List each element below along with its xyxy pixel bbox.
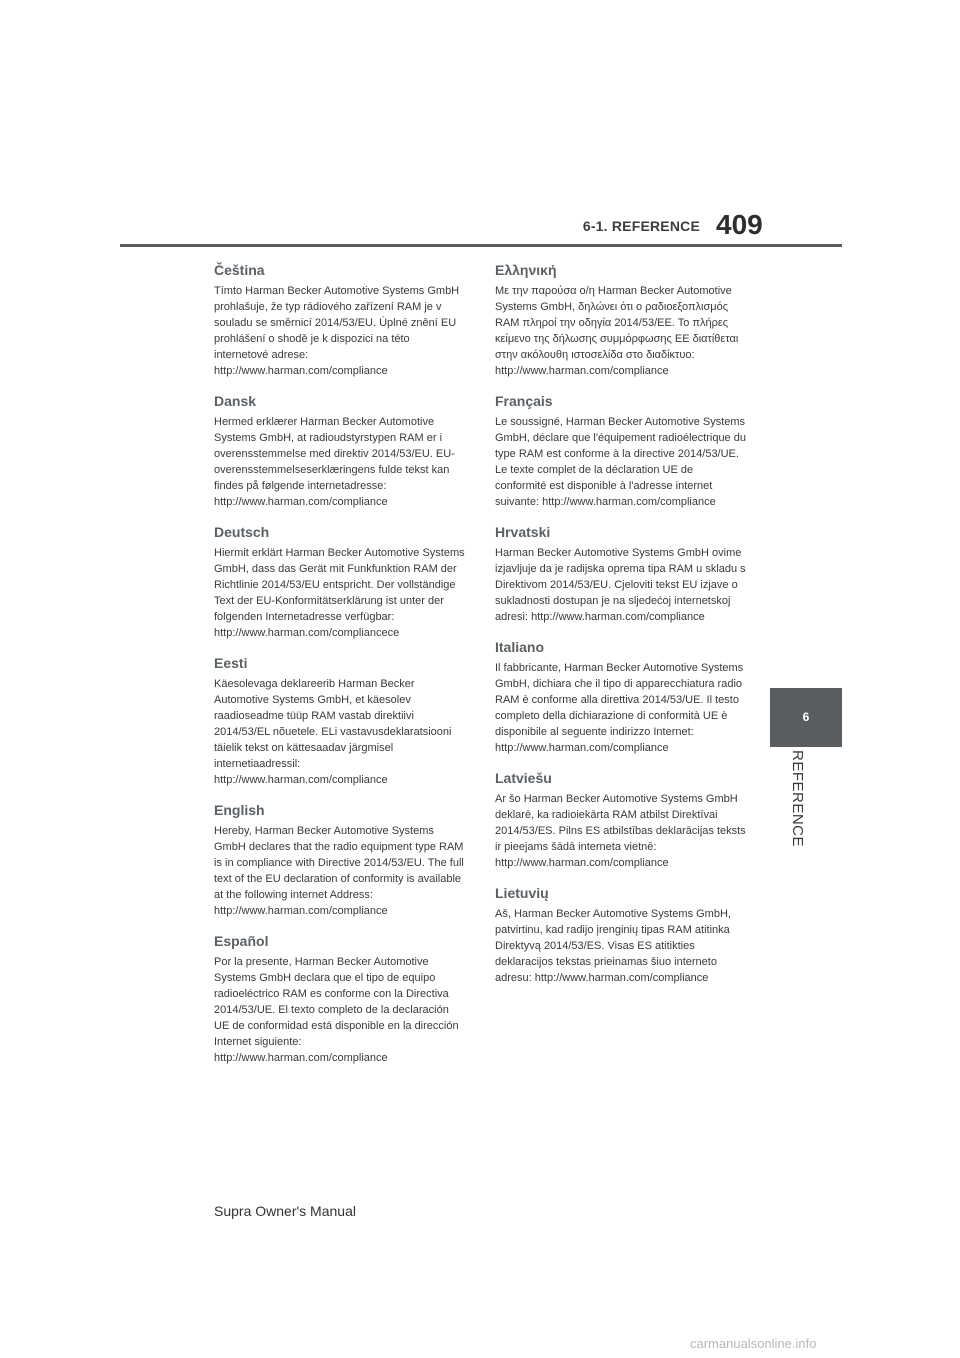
section-eesti — [214, 655, 466, 788]
section-hrvatski — [495, 524, 747, 625]
section-espanol — [214, 933, 466, 1066]
section-text: Käesolevaga deklareerib Harman Becker Automotive Systems GmbH, et käesolev raadioseadme tüüp RAM vastab direktiivi 2014/53/EL nõuetele. ELi vastavusdeklaratsiooni täielik tekst on kättesaadav järgmisel internetiaadressil: http://www.harman.com/compliance — [214, 678, 452, 786]
section-heading: English — [214, 802, 265, 818]
section-lietuviu — [495, 885, 747, 986]
chapter-tab — [770, 688, 842, 747]
section-text: Le soussigné, Harman Becker Automotive Systems GmbH, déclare que l'équipement radioélectrique du type RAM est conforme à la directive 2014/53/UE. Le texte complet de la déclaration UE de conformité est disponible à l'adresse internet suivante: http://www.harman.com/compliance — [495, 416, 746, 508]
section-deutsch — [214, 524, 466, 641]
section-heading: Italiano — [495, 639, 545, 655]
right-column — [495, 262, 747, 1000]
section-latviesu — [495, 770, 747, 871]
header-section-title: 6-1. REFERENCE — [582, 218, 700, 234]
section-english — [214, 802, 466, 919]
section-heading: Dansk — [214, 393, 257, 409]
section-heading: Čeština — [214, 262, 265, 278]
watermark: carmanualsonline.info — [690, 1336, 817, 1351]
footer-manual-title: Supra Owner's Manual — [214, 1203, 356, 1219]
section-text: Hereby, Harman Becker Automotive Systems GmbH declares that the radio equipment type RAM is in compliance with Directive 2014/53/EU. The full text of the EU declaration of conformity is available at the following internet Address: http://www.harman.com/compliance — [214, 825, 464, 917]
section-heading: Español — [214, 933, 269, 949]
section-italiano — [495, 639, 747, 756]
section-heading: Hrvatski — [495, 524, 551, 540]
section-heading: Deutsch — [214, 524, 270, 540]
section-text: Με την παρούσα ο/η Harman Becker Automotive Systems GmbH, δηλώνει ότι ο ραδιοεξοπλισμός RAM πληροί την οδηγία 2014/53/ΕΕ. Το πλήρες κείμενο της δήλωσης συμμόρφωσης ΕΕ διατίθεται στην ακόλουθη ιστοσελίδα στο διαδίκτυο: http://www.harman.com/compliance — [495, 285, 739, 377]
section-heading: Français — [495, 393, 553, 409]
section-text: Hiermit erklärt Harman Becker Automotive Systems GmbH, dass das Gerät mit Funkfunktion RAM der Richtlinie 2014/53/EU entspricht. Der vollständige Text der EU-Konformitätserklärung ist unter der folgenden Internetadresse verfügbar: http://www.harman.com/compliancece — [214, 547, 465, 639]
section-text: Aš, Harman Becker Automotive Systems GmbH, patvirtinu, kad radijo įrenginių tipas RAM atitinka Direktyvą 2014/53/ES. Visas ES atitikties deklaracijos tekstas prieinamas šiuo interneto adresu: http://www.harman.com/compliance — [495, 908, 731, 984]
section-text: Hermed erklærer Harman Becker Automotive Systems GmbH, at radioudstyrstypen RAM er i overensstemmelse med direktiv 2014/53/EU. EU-overensstemmelseserklæringens fulde tekst kan findes på følgende internetadresse: http://www.harman.com/compliance — [214, 416, 455, 508]
header-rule — [120, 244, 842, 247]
section-text: Harman Becker Automotive Systems GmbH ovime izjavljuje da je radijska oprema tipa RAM u skladu s Direktivom 2014/53/EU. Cjeloviti tekst EU izjave o sukladnosti dostupan je na sljedećoj internetskoj adresi: http://www.harman.com/compliance — [495, 547, 746, 623]
section-heading: Latviešu — [495, 770, 552, 786]
section-text: Tímto Harman Becker Automotive Systems GmbH prohlašuje, že typ rádiového zařízení RAM je v souladu se směrnicí 2014/53/EU. Úplné znění EU prohlášení o shodě je k dispozici na této internetové adrese: http://www.harman.com/compliance — [214, 285, 460, 377]
section-ellinika — [495, 262, 747, 379]
section-dansk — [214, 393, 466, 510]
section-text: Il fabbricante, Harman Becker Automotive Systems GmbH, dichiara che il tipo di apparecchiatura radio RAM è conforme alla direttiva 2014/53/UE. Il testo completo della dichiarazione di conformità UE è disponibile al seguente indirizzo Internet: http://www.harman.com/compliance — [495, 662, 744, 754]
section-cestina — [214, 262, 466, 379]
section-heading: Eesti — [214, 655, 248, 671]
section-text: Ar šo Harman Becker Automotive Systems GmbH deklarē, ka radioiekārta RAM atbilst Direktīvai 2014/53/ES. Pilns ES atbilstības deklarācijas teksts ir pieejams šādā interneta vietnē: http://www.harman.com/compliance — [495, 793, 746, 869]
chapter-tab-number: 6 — [802, 710, 810, 724]
page-number: 409 — [716, 209, 763, 240]
section-francais — [495, 393, 747, 510]
section-text: Por la presente, Harman Becker Automotive Systems GmbH declara que el tipo de equipo radioeléctrico RAM es conforme con la Directiva 2014/53/UE. El texto completo de la declaración UE de conformidad está disponible en la dirección Internet siguiente: http://www.harman.com/compliance — [214, 956, 459, 1064]
section-heading: Lietuvių — [495, 885, 549, 901]
chapter-side-label: REFERENCE — [789, 750, 806, 848]
section-heading: Ελληνική — [495, 262, 557, 278]
left-column — [214, 262, 466, 1080]
